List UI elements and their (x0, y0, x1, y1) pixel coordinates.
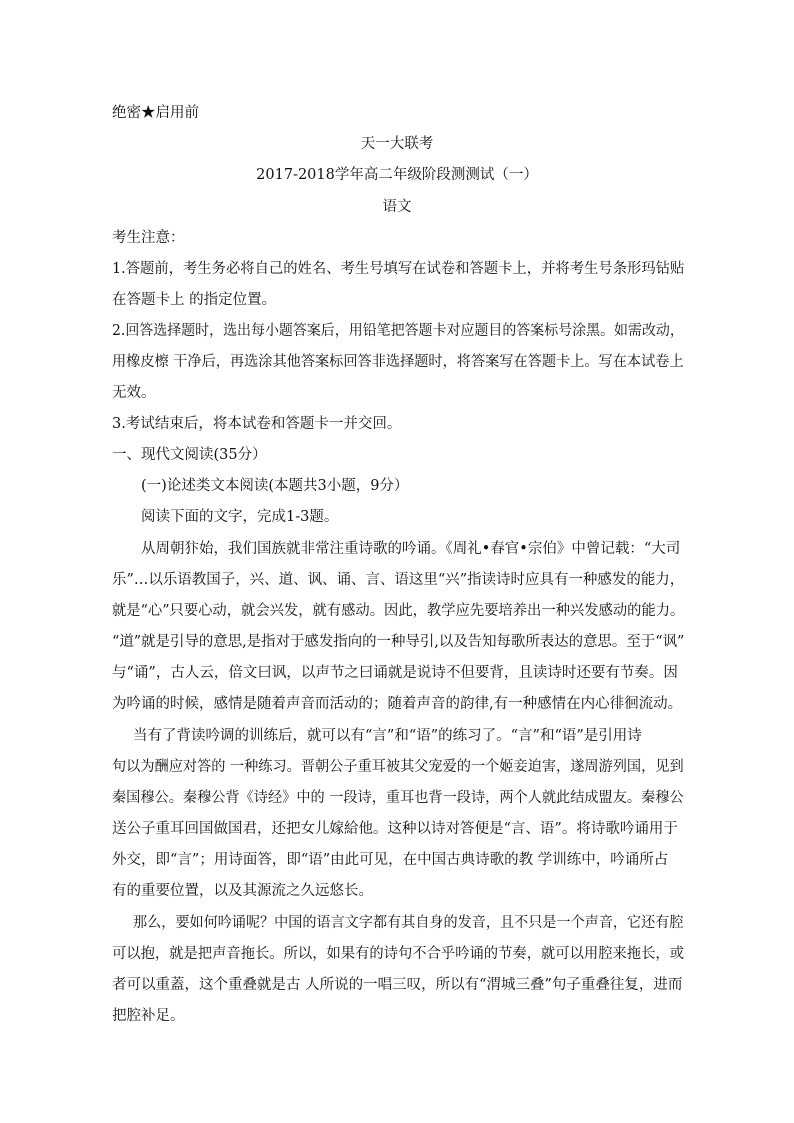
article-line: 送公子重耳回国做国君，还把女儿嫁給他。这种以诗对答便是“言、语”。将诗歌吟诵用于 (112, 821, 678, 837)
article-line: 秦国穆公。秦穆公背《诗经》中的 一段诗，重耳也背一段诗，两个人就此结成盟友。秦穆公 (112, 790, 684, 806)
notice-line: 3.考试结束后，将本试卷和答题卡一并交回。 (112, 416, 402, 432)
article-line: 与“诵”，古人云，倍文曰讽，以声节之曰诵就是说诗不但要背，且读诗时还要有节奏。因 (112, 665, 678, 681)
article-line: 从周朝犿始，我们国族就非常注重诗歌的吟诵。《周礼•春官•宗伯》中曾记载：“大司 (141, 541, 681, 557)
article-line: 就是“心”只要心动，就会兴发，就有感动。因此，教学应先要培养出一种兴发感动的能力。 (112, 603, 685, 619)
article-line: 可以抱，就是把声音拖长。所以，如果有的诗句不合乎吟诵的节奏，就可以用腔来拖长，或 (112, 946, 684, 962)
article-line: 当有了背读吟调的训练后，就可以有“言”和“语”的练习了。“言”和“语”是引用诗 (133, 728, 642, 744)
notice-line: 2.回答选择题时，选出每小题答案后，用铅笔把答题卡对应题目的答案标号涂黑。如需改动， (112, 323, 684, 339)
notice-line: 用橡皮檫 干净后，再选涂其他答案标回答非选择题时，将答案写在答题卡上。写在本试卷上 (112, 354, 684, 370)
article-line: 把腔补足。 (112, 1008, 185, 1024)
article-line: 那么，要如何吟诵呢？中国的语言文字都有其自身的发音，且不只是一个声音，它还有腔 (133, 915, 684, 931)
exam-title: 2017-2018学年高二年级阶段测测试（一） (256, 167, 538, 183)
article-line: “道”就是引导的意思,是指对于感发指向的一种导引,以及告知每歌所表达的意思。至于“讽” (112, 634, 685, 650)
article-line: 乐”…以乐语教国子，兴、道、讽、诵、言、语这里“兴”指读诗时应具有一种感发的能力， (112, 572, 685, 588)
section-subtitle: (一)论述类文本阅读(本题共3小题，9分） (141, 478, 409, 494)
section-title: 一、现代文阅读(35分） (112, 447, 267, 463)
article-line: 外交，即“言”；用诗面答，即“语”由此可见，在中国古典诗歌的教 学训练中，吟诵所占 (112, 852, 669, 868)
secret-label: 绝密★启用前 (112, 105, 199, 121)
notice-line: 在答题卡上 的指定位置。 (112, 292, 277, 308)
exam-subject: 语文 (382, 199, 412, 215)
exam-org: 天一大联考 (360, 136, 434, 152)
notice-line: 无效。 (112, 385, 156, 401)
article-line: 有的重要位置，以及其源流之久远悠长。 (112, 883, 373, 899)
notice-line: 1.答题前，考生务必将自己的姓名、考生号填写在试卷和答题卡上，并将考生号条形玛钻贴 (112, 261, 685, 277)
section-instruction: 阅读下面的文字，完成1-3题。 (141, 509, 339, 525)
article-line: 句以为酬应对答的 一种练习。晋朝公子重耳被其父宠爱的一个姬妾迫害，遂周游列国，见到 (112, 759, 684, 775)
article-line: 为吟诵的时候，感情是随着声音而活动的；随着声音的韵律,有一种感情在内心徘徊流动。 (112, 696, 683, 712)
notice-title: 考生注意： (112, 230, 185, 246)
article-line: 者可以重蓋，这个重叠就是古 人所说的一唱三叹，所以有“渭城三叠”句子重叠往复，进而 (112, 977, 683, 993)
